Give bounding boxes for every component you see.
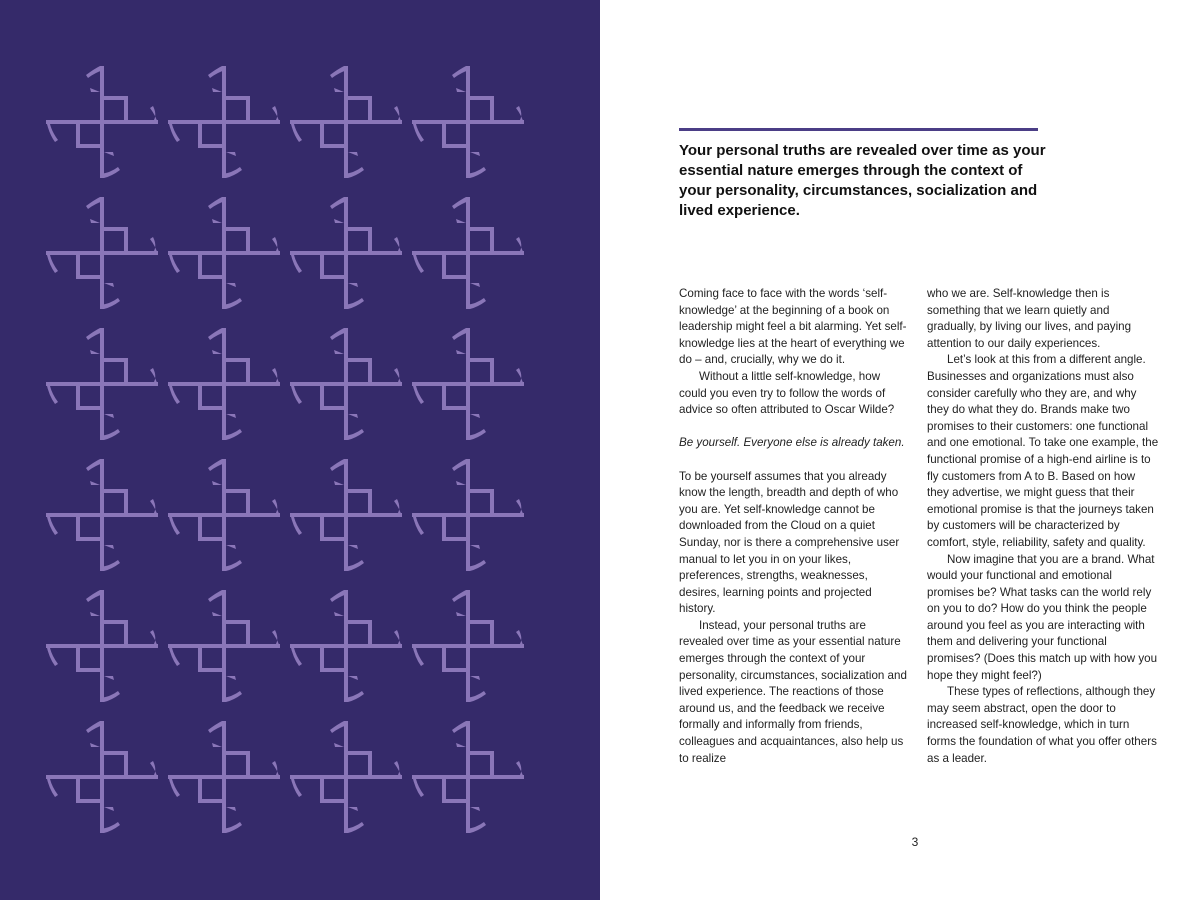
interlocking-glyph-icon — [168, 197, 280, 309]
pull-quote: Your personal truths are revealed over time as your essential nature emerges through the context of your personality, circumstances, socialization and lived experience. — [679, 142, 1046, 219]
interlocking-glyph-icon — [168, 590, 280, 702]
interlocking-glyph-icon — [412, 328, 524, 440]
interlocking-glyph-icon — [168, 328, 280, 440]
interlocking-glyph-icon — [168, 721, 280, 833]
interlocking-glyph-icon — [290, 721, 402, 833]
interlocking-glyph-icon — [290, 66, 402, 178]
interlocking-glyph-icon — [290, 328, 402, 440]
text-column-right — [927, 286, 1159, 767]
interlocking-glyph-icon — [412, 721, 524, 833]
interlocking-glyph-icon — [290, 459, 402, 571]
interlocking-glyph-icon — [412, 590, 524, 702]
pull-quote-rule — [679, 128, 1038, 131]
interlocking-glyph-icon — [168, 459, 280, 571]
interlocking-glyph-icon — [412, 197, 524, 309]
text-column-left — [679, 286, 909, 767]
interlocking-glyph-icon — [46, 197, 158, 309]
paragraph: Now imagine that you are a brand. What would your functional and emotional promises be? What tasks can the world rely on you to do? How do you think the people around you feel as you are interacting with them and delivering your functional promises? (Does this match up with how you hope they might feel?) — [927, 552, 1158, 682]
paragraph: Let’s look at this from a different angle. Businesses and organizations must also consider carefully who they are, and why they do what they do. Brands make two promises to their customers: one functional and one emotional. To take one example, the functional promise of a high-end airline is to fly customers from A to B. Based on how they advertise, we might guess that their emotional promise is that the journeys taken by customers will be characterized by comfort, style, reliability, safety and quality. — [927, 353, 1159, 549]
interlocking-glyph-icon — [290, 197, 402, 309]
interlocking-glyph-icon — [412, 66, 524, 178]
paragraph: Without a little self-knowledge, how could you even try to follow the words of advice so often attributed to Oscar Wilde? — [679, 369, 895, 417]
paragraph: These types of reflections, although they may seem abstract, open the door to increased self-knowledge, which in turn forms the foundation of what you offer others as a leader. — [927, 685, 1157, 765]
paragraph: who we are. Self-knowledge then is something that we learn quietly and gradually, by living our lives, and paying attention to our daily experiences. — [927, 287, 1132, 350]
interlocking-glyph-icon — [46, 328, 158, 440]
quotation: Be yourself. Everyone else is already taken. — [679, 436, 905, 450]
interlocking-glyph-icon — [46, 590, 158, 702]
paragraph: Instead, your personal truths are revealed over time as your essential nature emerges through the context of your personality, circumstances, socialization and lived experience. The reactions of those around us, and the feedback we receive formally and informally from friends, colleagues and acquaintances, also help us to realize — [679, 618, 907, 765]
paragraph: Coming face to face with the words ‘self-knowledge’ at the beginning of a book on leadership might feel a bit alarming. Yet self-knowledge lies at the heart of everything we do – and, crucially, why we do it. — [679, 287, 907, 367]
interlocking-glyph-icon — [46, 721, 158, 833]
interlocking-glyph-icon — [168, 66, 280, 178]
interlocking-glyph-icon — [46, 459, 158, 571]
interlocking-glyph-icon — [412, 459, 524, 571]
page-number: 3 — [911, 835, 919, 849]
text-page — [600, 0, 1200, 900]
interlocking-glyph-icon — [46, 66, 158, 178]
paragraph: To be yourself assumes that you already know the length, breadth and depth of who you are. Yet self-knowledge cannot be downloaded from the Cloud on a quiet Sunday, nor is there a comprehensive user manual to let you in on your likes, preferences, strengths, weaknesses, desires, learning points and projected history. — [679, 469, 900, 616]
interlocking-glyph-icon — [290, 590, 402, 702]
